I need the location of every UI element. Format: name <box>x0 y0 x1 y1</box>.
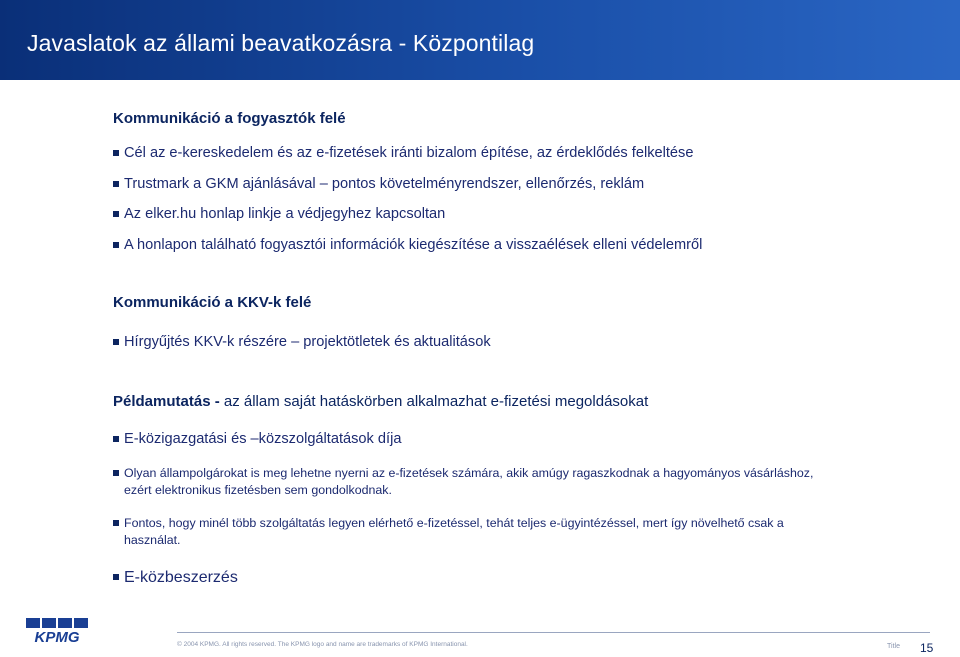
bullet-item <box>113 175 843 193</box>
bullet-square-icon <box>113 470 119 476</box>
bullet-item <box>113 144 843 162</box>
bullet-text: Cél az e-kereskedelem és az e-fizetések iránti bizalom építése, az érdeklődés felkeltése <box>124 145 694 161</box>
bullet-text: E-közigazgatási és –közszolgáltatások díja <box>124 431 402 447</box>
bullet-square-icon <box>113 574 119 580</box>
bullet-text: E-közbeszerzés <box>124 569 238 586</box>
bullet-square-icon <box>113 436 119 442</box>
bullet-text: Olyan állampolgárokat is meg lehetne nyerni az e-fizetések számára, akik amúgy ragaszkodnak a hagyományos vásárláshoz, ezért elektronikus fizetésben sem gondolkodnak. <box>124 466 814 497</box>
bullet-item <box>113 236 843 254</box>
slide-title: Javaslatok az állami beavatkozásra - Központilag <box>27 30 535 56</box>
svg-text:KPMG: KPMG <box>34 629 80 644</box>
bullet-square-icon <box>113 339 119 345</box>
kpmg-logo-icon <box>24 618 92 644</box>
bullet-text: Fontos, hogy minél több szolgáltatás legyen elérhető e-fizetéssel, tehát teljes e-ügyintézéssel, mert így növelhető csak a használat. <box>124 516 784 547</box>
bullet-item <box>113 465 843 499</box>
page-number: 15 <box>920 641 934 655</box>
heading-bold-part: Példamutatás - <box>113 393 220 410</box>
bullet-text: Hírgyűjtés KKV-k részére – projektötletek és aktualitások <box>124 334 491 350</box>
section-heading-smes: Kommunikáció a KKV-k felé <box>113 294 312 311</box>
bullet-item <box>113 515 843 549</box>
kpmg-logo <box>24 618 92 644</box>
copyright-text: © 2004 KPMG. All rights reserved. The KPMG logo and name are trademarks of KPMG International. <box>177 641 468 648</box>
bullet-square-icon <box>113 520 119 526</box>
bullet-square-icon <box>113 181 119 187</box>
heading-rest-part: az állam saját hatáskörben alkalmazhat e-fizetési megoldásokat <box>223 393 649 410</box>
footer-divider <box>177 632 930 633</box>
bullet-square-icon <box>113 211 119 217</box>
bullet-text: A honlapon található fogyasztói információk kiegészítése a visszaélések elleni védelemről <box>124 237 703 253</box>
bullet-item <box>113 333 843 351</box>
bullet-square-icon <box>113 242 119 248</box>
bullet-square-icon <box>113 150 119 156</box>
bullet-text: Trustmark a GKM ajánlásával – pontos követelményrendszer, ellenőrzés, reklám <box>124 176 645 192</box>
footer-title: Title <box>887 643 900 650</box>
bullet-text: Az elker.hu honlap linkje a védjegyhez kapcsoltan <box>124 206 446 222</box>
bullet-item <box>113 568 843 588</box>
section-heading-consumers: Kommunikáció a fogyasztók felé <box>113 110 346 127</box>
bullet-item <box>113 430 843 448</box>
section-heading-example <box>113 393 648 411</box>
bullet-item <box>113 205 843 223</box>
